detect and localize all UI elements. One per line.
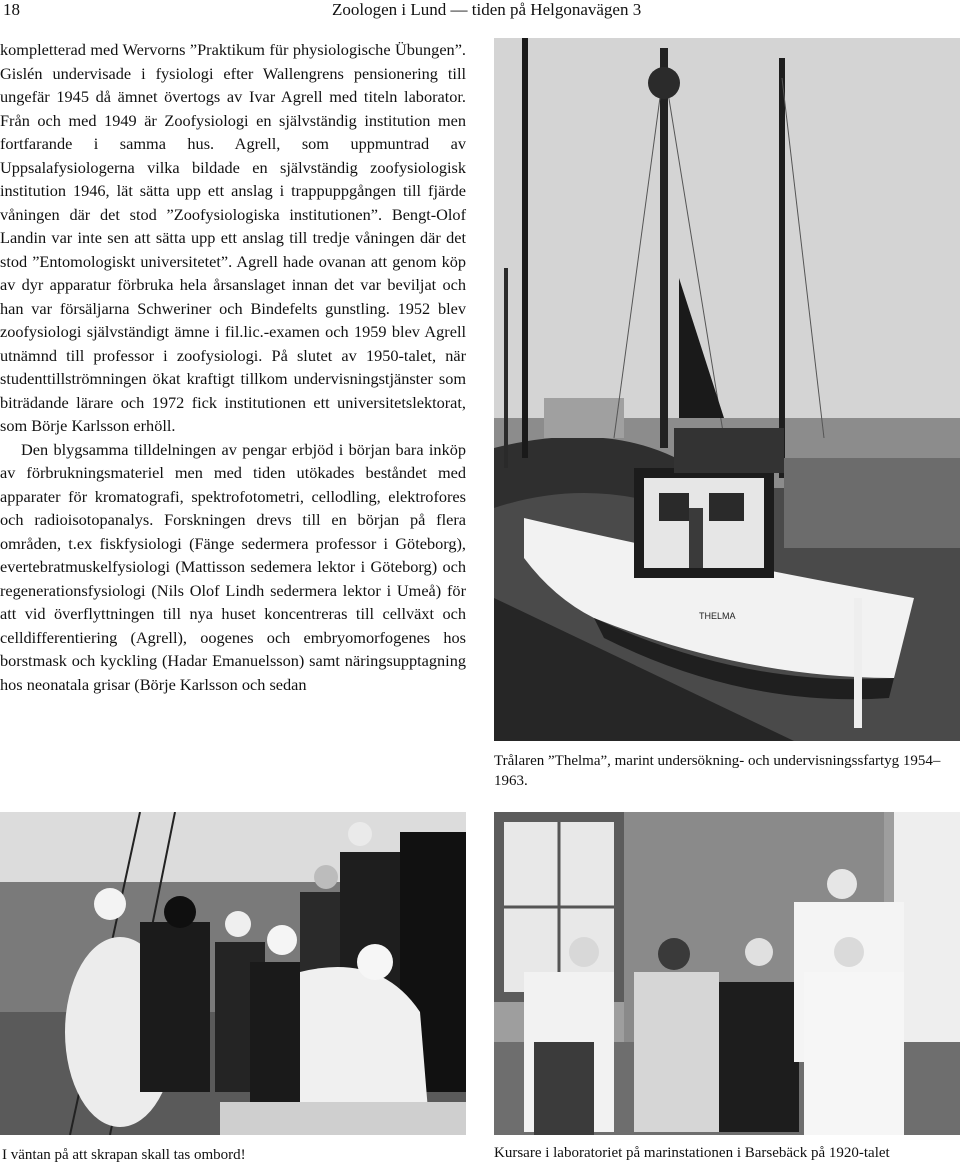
paragraph-2: Den blygsamma tilldelningen av pengar erbjöd i början bara inköp av förbrukningsmateriel men med tiden utökades beståndet med apparater för kromatografi, spektrofotometri, cellodling, elektrofores och radioisotopanalys. Forskningen drevs till en början på flera områden, t.ex fiskfysiologi (Fänge sedermera professor i Göteborg), evertebratmuskelfysiologi (Mattisson sedemera lektor i Göteborg) och regenerationsfysiologi (Nils Olof Lindh sedermera lektor i Umeå) för att vid överflyttningen till nya huset koncentreras till cellväxt och celldifferentiering (Agrell), oogenes och embryomorfogenes hos borstmask och kyckling (Hadar Emanuelsson) samt näringsupptagning hos neonatala grisar (Börje Karlsson och sedan xyxy=(0,439,466,694)
lab-photo xyxy=(494,812,960,1135)
lab-caption: Kursare i laboratoriet på marinstationen i Barsebäck på 1920-talet xyxy=(494,1145,890,1161)
running-title: Zoologen i Lund — tiden på Helgonavägen 3 xyxy=(332,0,642,19)
body-text-column xyxy=(0,38,466,696)
trawler-caption: Trålaren ”Thelma”, marint undersökning- och undervisningssfartyg 1954–1963. xyxy=(494,753,941,789)
page-header xyxy=(0,0,960,26)
deck-photo xyxy=(0,812,466,1135)
trawler-photo xyxy=(494,38,960,741)
paragraph-1: kompletterad med Wervorns ”Praktikum für physiologische Übungen”. Gislén undervisade i fysiologi efter Wallengrens pensionering till ungefär 1945 då ämnet övertogs av Ivar Agrell med titeln laborator. Från och med 1949 är Zoofysiologi en självständig institution men fortfarande i samma hus. Agrell, som uppmuntrad av Uppsalafysiologerna vilka bildade en självständig zoofysiologisk institution 1946, lät sätta upp ett anslag i trappuppgången till fjärde våningen där det stod ”Zoofysiologiska institutionen”. Bengt-Olof Landin var inte sen att sätta upp ett anslag till tredje våningen där det stod ”Entomologiskt universitetet”. Agrell hade ovanan att genom köp av dyr apparatur förbruka hela årsanslaget innan det var beviljat och han var försäljarna Schweriner och Bindefelts gunstling. 1952 blev zoofysiologi självständigt ämne i fil.lic.-examen och 1959 blev Agrell utnämnd till professor i zoofysiologi. På slutet av 1950-talet, när studenttillströmningen ökat kraftigt tillkom undervisningstjänster som biträdande lärare och 1972 fick institutionen ett universitetslektorat, som Börje Karlsson erhöll. xyxy=(0,40,466,435)
hull-name: THELMA xyxy=(699,611,736,621)
deck-caption: I väntan på att skrapan skall tas ombord! xyxy=(2,1147,246,1163)
page-number: 18 xyxy=(3,0,20,19)
